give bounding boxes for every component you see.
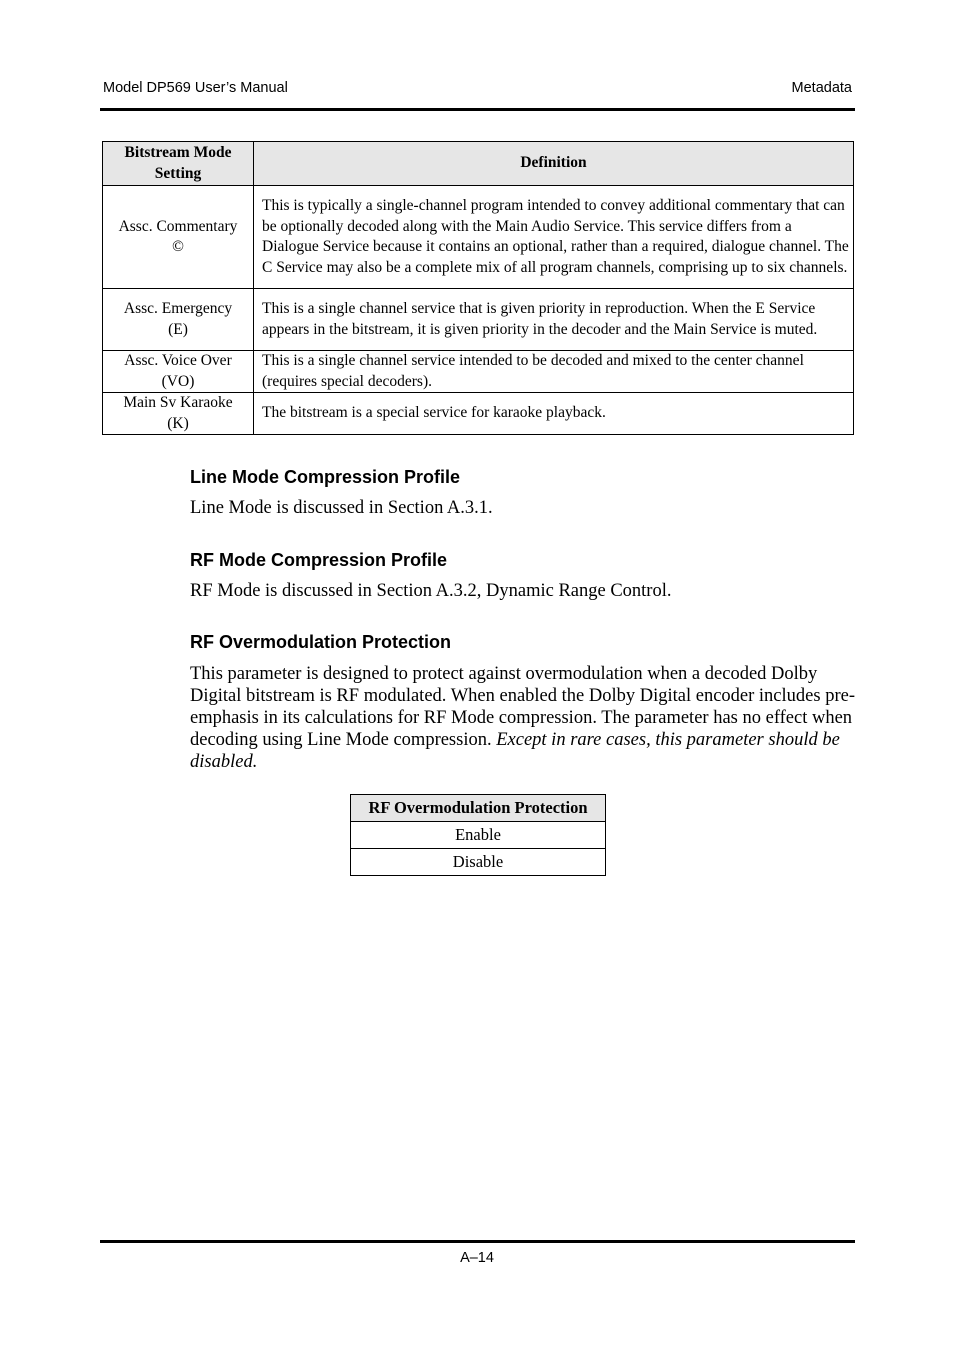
column-header-setting: Bitstream Mode Setting xyxy=(103,142,254,186)
table-row xyxy=(103,351,854,393)
table-row xyxy=(103,186,854,289)
setting-code: (E) xyxy=(168,320,188,338)
paragraph-line-mode: Line Mode is discussed in Section A.3.1. xyxy=(190,498,493,518)
paragraph-rf-overmodulation xyxy=(190,663,855,773)
page-number: A–14 xyxy=(460,1250,494,1266)
column-header-definition: Definition xyxy=(254,142,854,186)
setting-name: Assc. Emergency xyxy=(123,300,233,317)
section-heading-line-mode: Line Mode Compression Profile xyxy=(190,467,461,487)
header-rule xyxy=(100,108,855,111)
setting-code: © xyxy=(172,238,184,255)
setting-name: Assc. Commentary xyxy=(118,217,238,235)
setting-code: (K) xyxy=(167,414,189,432)
setting-cell xyxy=(103,186,254,289)
setting-code: (VO) xyxy=(161,372,195,390)
paragraph-rf-mode: RF Mode is discussed in Section A.3.2, Dynamic Range Control. xyxy=(190,581,672,601)
rf-overmodulation-options-table xyxy=(350,794,606,876)
setting-cell xyxy=(103,351,254,393)
bitstream-mode-table xyxy=(102,141,854,435)
table-header-row xyxy=(103,142,854,186)
running-header-title: Model DP569 User’s Manual xyxy=(103,80,288,96)
footer-rule xyxy=(100,1240,855,1243)
table-row xyxy=(103,393,854,435)
table-row xyxy=(351,849,606,876)
table-row xyxy=(351,822,606,849)
table-header-row xyxy=(351,795,606,822)
setting-cell xyxy=(103,393,254,435)
option-disable: Disable xyxy=(351,849,606,876)
running-header-section: Metadata xyxy=(791,80,852,96)
setting-cell xyxy=(103,289,254,351)
paragraph-italic-note: Except in rare cases, this parameter should be disabled. xyxy=(190,730,840,772)
option-enable: Enable xyxy=(351,822,606,849)
table-row xyxy=(103,289,854,351)
definition-cell: This is a single channel service intended to be decoded and mixed to the center channel (requires special decoders). xyxy=(254,351,854,393)
definition-cell: This is a single channel service that is given priority in reproduction. When the E Service appears in the bitstream, it is given priority in the decoder and the Main Service is muted. xyxy=(254,289,854,351)
setting-name: Assc. Voice Over xyxy=(124,352,232,369)
definition-cell: The bitstream is a special service for karaoke playback. xyxy=(254,393,854,435)
paragraph-body-text: This parameter is designed to protect against overmodulation when a decoded Dolby Digital bitstream is RF modulated. When enabled the Dolby Digital encoder includes pre-emphasis in its calculations for RF Mode compression. The parameter has no effect when decoding using Line Mode compression. xyxy=(190,664,855,750)
section-heading-rf-overmodulation: RF Overmodulation Protection xyxy=(190,632,452,652)
options-table-header: RF Overmodulation Protection xyxy=(351,795,606,822)
definition-cell: This is typically a single-channel program intended to convey additional commentary that can be optionally decoded along with the Main Audio Service. This service differs from a Dialogue Service because it contains an optional, rather than a required, dialogue channel. The C Service may also be a complete mix of all program channels, comprising up to six channels. xyxy=(254,186,854,289)
setting-name: Main Sv Karaoke xyxy=(123,394,233,411)
section-heading-rf-mode: RF Mode Compression Profile xyxy=(190,550,448,570)
